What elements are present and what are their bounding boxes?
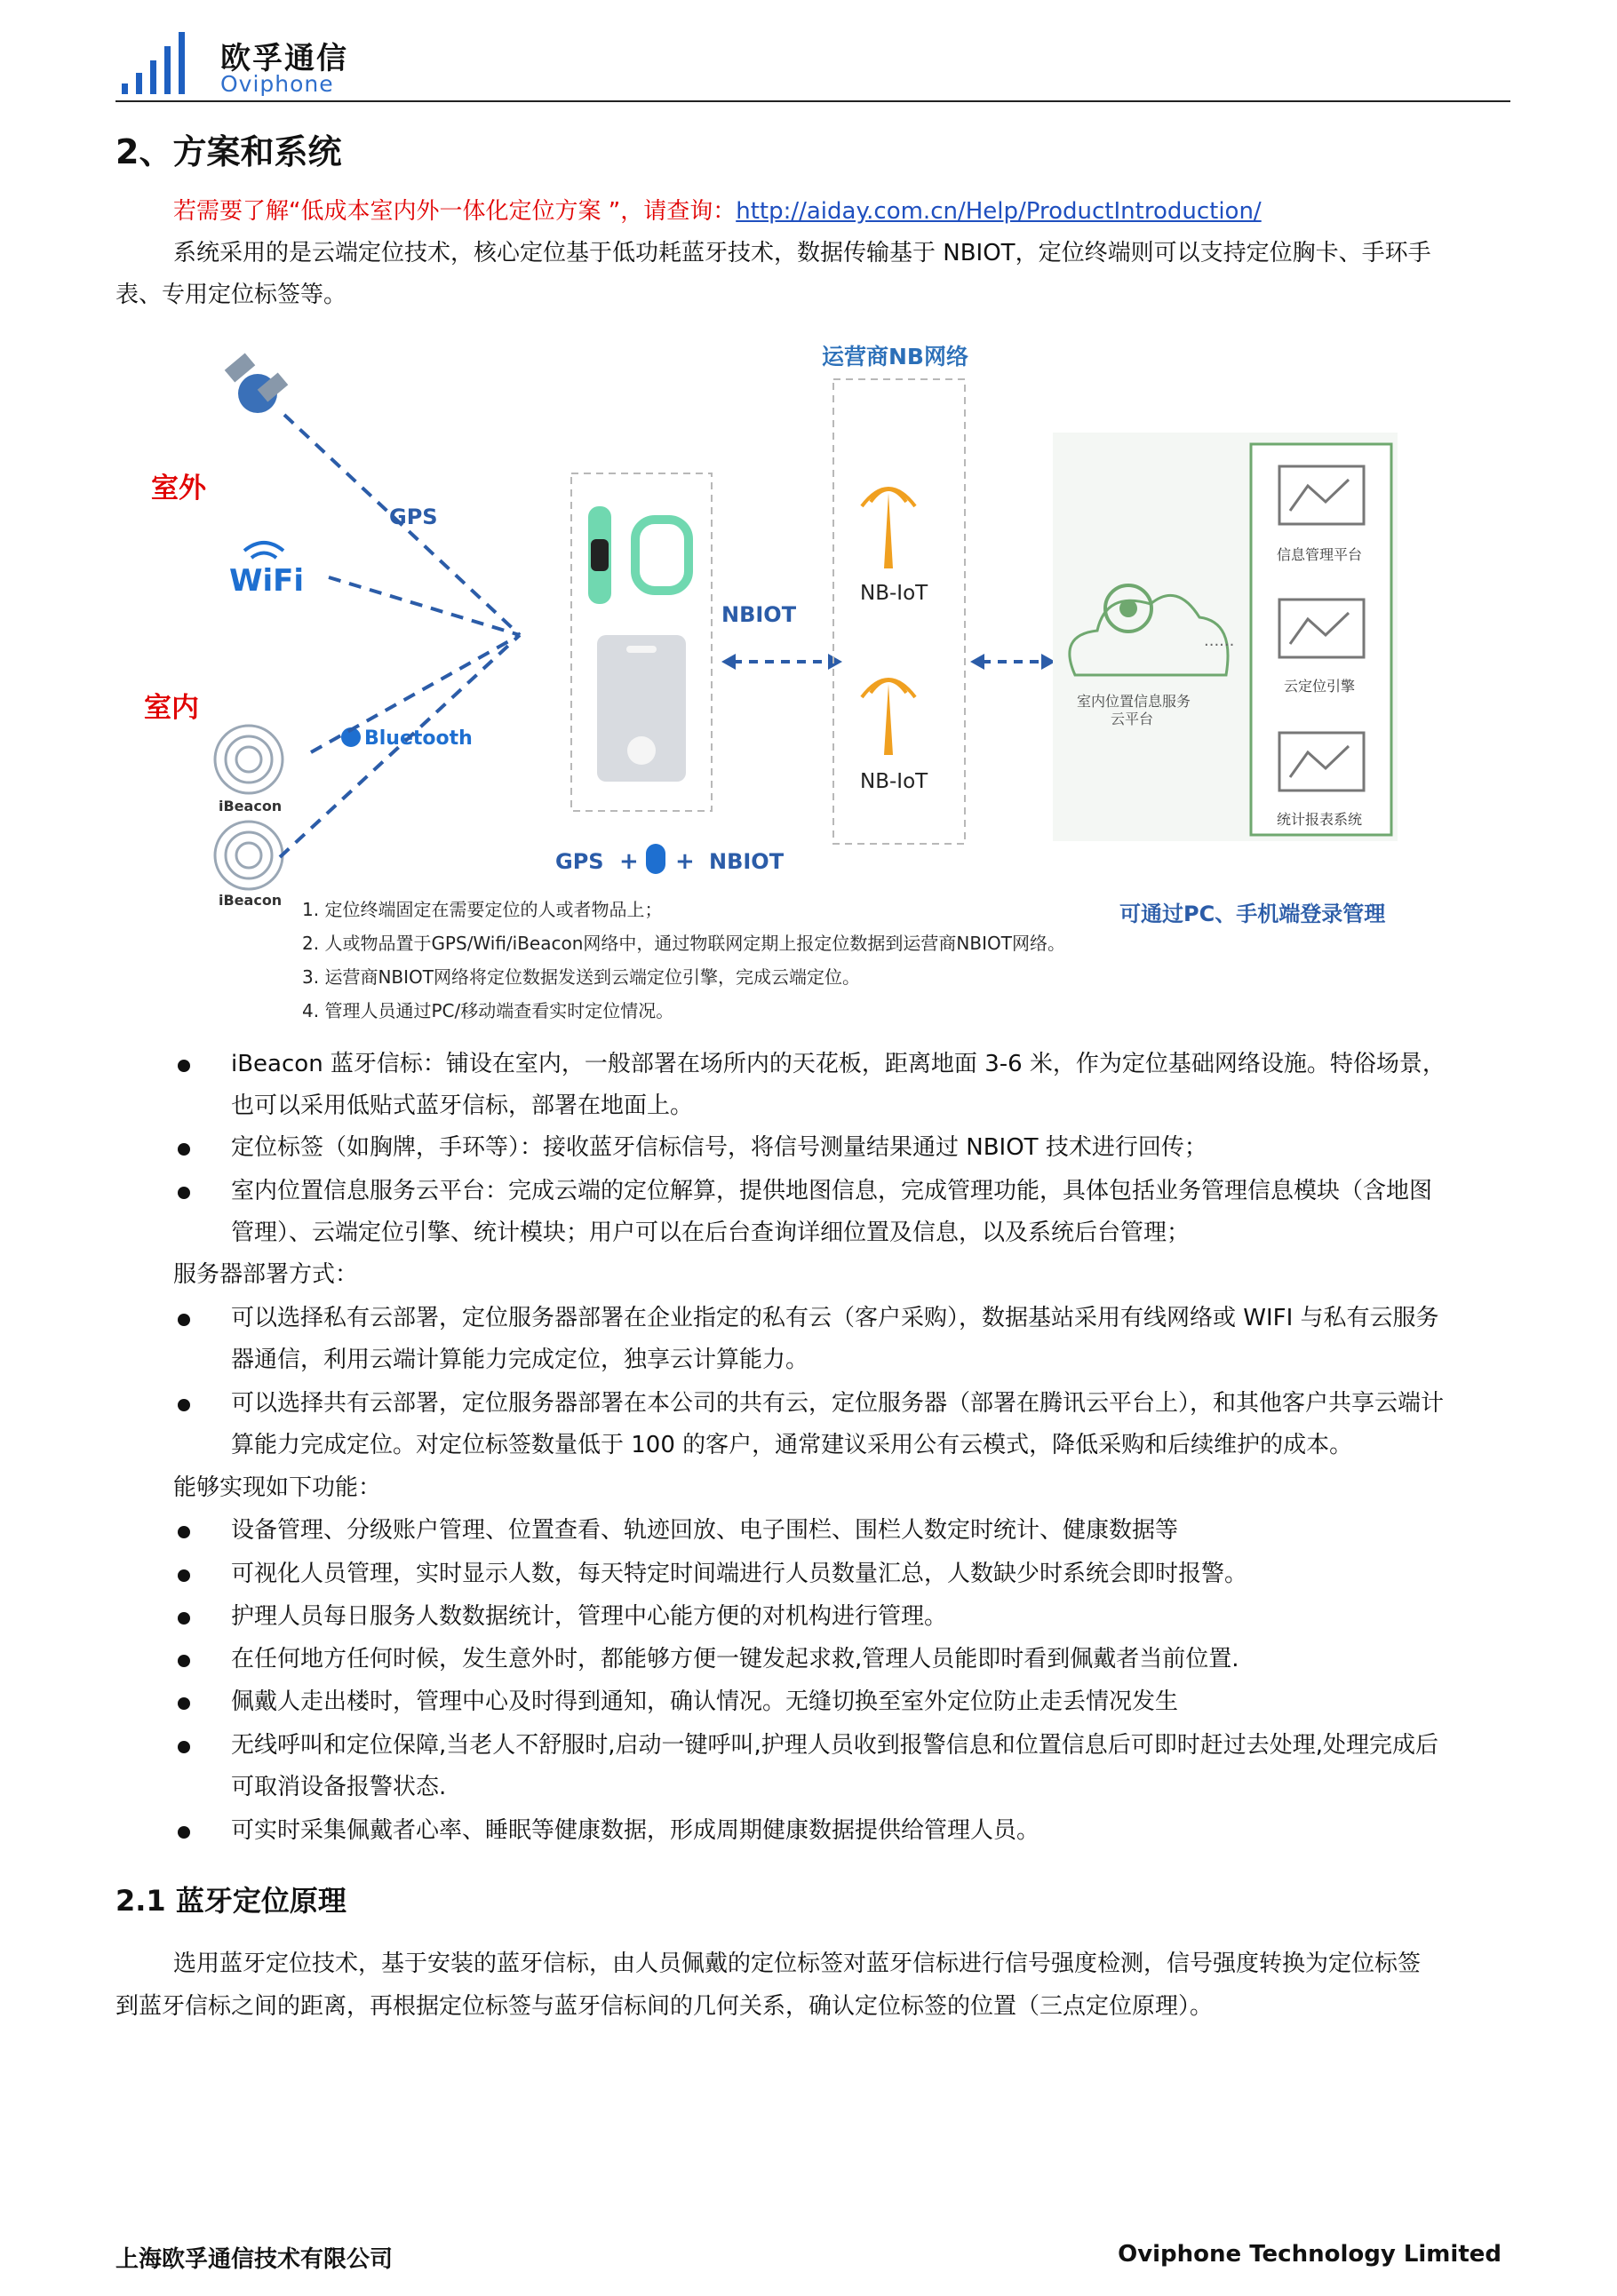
bullet-icon — [178, 1143, 190, 1156]
tower-icon — [862, 679, 915, 755]
subsection-paragraph-line1: 选用蓝牙定位技术，基于安装的蓝牙信标，由人员佩戴的定位标签对蓝牙信标进行信号强度检测，信号强度转换为定位标签 — [173, 1950, 1422, 1977]
manage-label: 可通过PC、手机端登录管理 — [1119, 902, 1386, 926]
list-item — [116, 1810, 1510, 1852]
bullet-icon — [178, 1399, 190, 1411]
bullet-icon — [178, 1526, 190, 1538]
intro-line — [173, 191, 1262, 233]
list-item — [116, 1171, 1510, 1254]
badge-tag-icon — [597, 635, 686, 782]
functions-title: 能够实现如下功能： — [173, 1474, 382, 1501]
platform-label: 信息管理平台 — [1277, 546, 1363, 563]
list-item-text: 设备管理、分级账户管理、位置查看、轨迹回放、电子围栏、围栏人数定时统计、健康数据等 — [231, 1517, 1179, 1544]
list-item-text: 可实时采集佩戴者心率、睡眠等健康数据，形成周期健康数据提供给管理人员。 — [231, 1817, 1040, 1844]
step-item: 1. 定位终端固定在需要定位的人或者物品上； — [302, 899, 663, 920]
step-item: 3. 运营商NBIOT网络将定位数据发送到云端定位引擎，完成云端定位。 — [302, 966, 860, 988]
list-item-text: 护理人员每日服务人数数据统计，管理中心能方便的对机构进行管理。 — [231, 1603, 948, 1630]
list-item-text: iBeacon 蓝牙信标：铺设在室内，一般部署在场所内的天花板，距离地面 3-6 米，作为定位基础网络设施。特俗场景， — [231, 1051, 1446, 1077]
ibeacon-icon — [215, 726, 283, 793]
list-item — [116, 1298, 1510, 1381]
ibeacon-label: iBeacon — [219, 798, 283, 814]
brand-name-en: Oviphone — [220, 71, 334, 97]
tower-icon — [862, 489, 915, 568]
ibeacon-label: iBeacon — [219, 892, 283, 909]
satellite-icon — [225, 353, 289, 413]
nbiot-arrow-label: NBIOT — [721, 602, 797, 627]
wifi-label: WiFi — [229, 563, 305, 599]
outdoor-label: 室外 — [151, 473, 206, 504]
product-link[interactable]: http://aiday.com.cn/Help/ProductIntroduction/ — [736, 198, 1262, 225]
ibeacon-icon — [215, 822, 283, 889]
bottom-nbiot-label: NBIOT — [709, 849, 785, 874]
bullet-icon — [178, 1697, 190, 1710]
bullet-icon — [178, 1612, 190, 1625]
section-title: 2、方案和系统 — [116, 132, 342, 171]
nbiot-tower-label: NB-IoT — [860, 770, 928, 793]
footer-company-en: Oviphone Technology Limited — [1118, 2241, 1502, 2268]
list-item-text: 定位标签（如胸牌，手环等）：接收蓝牙信标信号，将信号测量结果通过 NBIOT 技术进行回传； — [231, 1134, 1207, 1161]
monitor-chart-icon — [1279, 733, 1364, 790]
server-deploy-title: 服务器部署方式： — [173, 1261, 359, 1288]
intro-paragraph-line1: 系统采用的是云端定位技术，核心定位基于低功耗蓝牙技术，数据传输基于 NBIOT，定位终端则可以支持定位胸卡、手环手 — [173, 240, 1431, 266]
list-item — [116, 1553, 1510, 1595]
list-item — [116, 1044, 1510, 1127]
list-item-text: 在任何地方任何时候，发生意外时，都能够方便一键发起求救,管理人员能即时看到佩戴者当前位置. — [231, 1646, 1239, 1672]
list-item-text: 可视化人员管理，实时显示人数，每天特定时间端进行人员数量汇总，人数缺少时系统会即时报警。 — [231, 1561, 1248, 1587]
list-item-text: 算能力完成定位。对定位标签数量低于 100 的客户，通常建议采用公有云模式，降低采购和后续维护的成本。 — [231, 1432, 1353, 1458]
step-item: 4. 管理人员通过PC/移动端查看实时定位情况。 — [302, 1000, 674, 1021]
brand-name-cn: 欧孚通信 — [220, 41, 348, 76]
nb-network-title: 运营商NB网络 — [822, 344, 968, 369]
list-item-text: 无线呼叫和定位保障,当老人不舒服时,启动一键呼叫,护理人员收到报警信息和位置信息后可即时赶过去处理,处理完成后 — [231, 1732, 1439, 1759]
nbiot-tower-label: NB-IoT — [860, 582, 928, 605]
bluetooth-label: Bluetooth — [364, 727, 473, 750]
list-item-text: 可以选择共有云部署，定位服务器部署在本公司的共有云，定位服务器（部署在腾讯云平台上），和其他客户共享云端计 — [231, 1390, 1445, 1417]
plus-label: + — [675, 848, 695, 875]
bullet-icon — [178, 1187, 190, 1199]
bottom-gps-label: GPS — [555, 849, 604, 874]
bullet-icon — [178, 1655, 190, 1667]
list-item — [116, 1127, 1510, 1169]
list-item — [116, 1596, 1510, 1638]
ellipsis: ...... — [1204, 632, 1235, 650]
list-item — [116, 1383, 1510, 1466]
list-item — [116, 1725, 1510, 1808]
list-item — [116, 1510, 1510, 1552]
list-item-text: 也可以采用低贴式蓝牙信标，部署在地面上。 — [231, 1092, 694, 1119]
list-item-text: 佩戴人走出楼时，管理中心及时得到通知，确认情况。无缝切换至室外定位防止走丢情况发生 — [231, 1688, 1179, 1715]
footer-company-cn: 上海欧孚通信技术有限公司 — [116, 2246, 394, 2273]
bluetooth-icon — [646, 844, 665, 874]
bullet-icon — [178, 1569, 190, 1582]
list-item — [116, 1681, 1510, 1723]
step-item: 2. 人或物品置于GPS/Wifi/iBeacon网络中，通过物联网定期上报定位数据到运营商NBIOT网络。 — [302, 933, 1065, 954]
wifi-icon — [244, 543, 283, 558]
list-item-text: 室内位置信息服务云平台：完成云端的定位解算，提供地图信息，完成管理功能，具体包括业务管理信息模块（含地图 — [231, 1178, 1433, 1204]
cloud-label-line2: 云平台 — [1111, 711, 1154, 727]
subsection-title: 2.1 蓝牙定位原理 — [116, 1884, 346, 1918]
bullet-icon — [178, 1314, 190, 1326]
platform-label: 统计报表系统 — [1277, 811, 1363, 828]
header-divider — [116, 100, 1510, 102]
subsection-paragraph-line2: 到蓝牙信标之间的距离，再根据定位标签与蓝牙信标间的几何关系，确认定位标签的位置（三点定位原理）。 — [116, 1993, 1214, 2020]
list-item — [116, 1639, 1510, 1680]
plus-label: + — [619, 848, 639, 875]
steps-list — [302, 893, 1065, 1028]
signal-lines — [280, 415, 520, 857]
indoor-label: 室内 — [144, 692, 199, 724]
gps-label: GPS — [389, 504, 438, 529]
logo-bars-icon — [120, 27, 191, 98]
list-item-text: 可取消设备报警状态. — [231, 1774, 447, 1800]
bullet-icon — [178, 1826, 190, 1839]
monitor-chart-icon — [1279, 600, 1364, 657]
wristband-icon — [588, 506, 689, 604]
bullet-icon — [178, 1060, 190, 1072]
cloud-label-line1: 室内位置信息服务 — [1077, 693, 1191, 710]
platform-label: 云定位引擎 — [1284, 678, 1356, 695]
monitor-chart-icon — [1279, 466, 1364, 524]
list-item-text: 管理）、云端定位引擎、统计模块；用户可以在后台查询详细位置及信息，以及系统后台管理； — [231, 1220, 1191, 1246]
bullet-icon — [178, 1741, 190, 1753]
intro-paragraph-line2: 表、专用定位标签等。 — [116, 282, 347, 308]
intro-red-text: 若需要了解“低成本室内外一体化定位方案 ”，请查询： — [173, 198, 737, 225]
list-item-text: 器通信，利用云端计算能力完成定位，独享云计算能力。 — [231, 1347, 809, 1373]
list-item-text: 可以选择私有云部署，定位服务器部署在企业指定的私有云（客户采购），数据基站采用有线网络或 WIFI 与私有云服务 — [231, 1305, 1439, 1331]
